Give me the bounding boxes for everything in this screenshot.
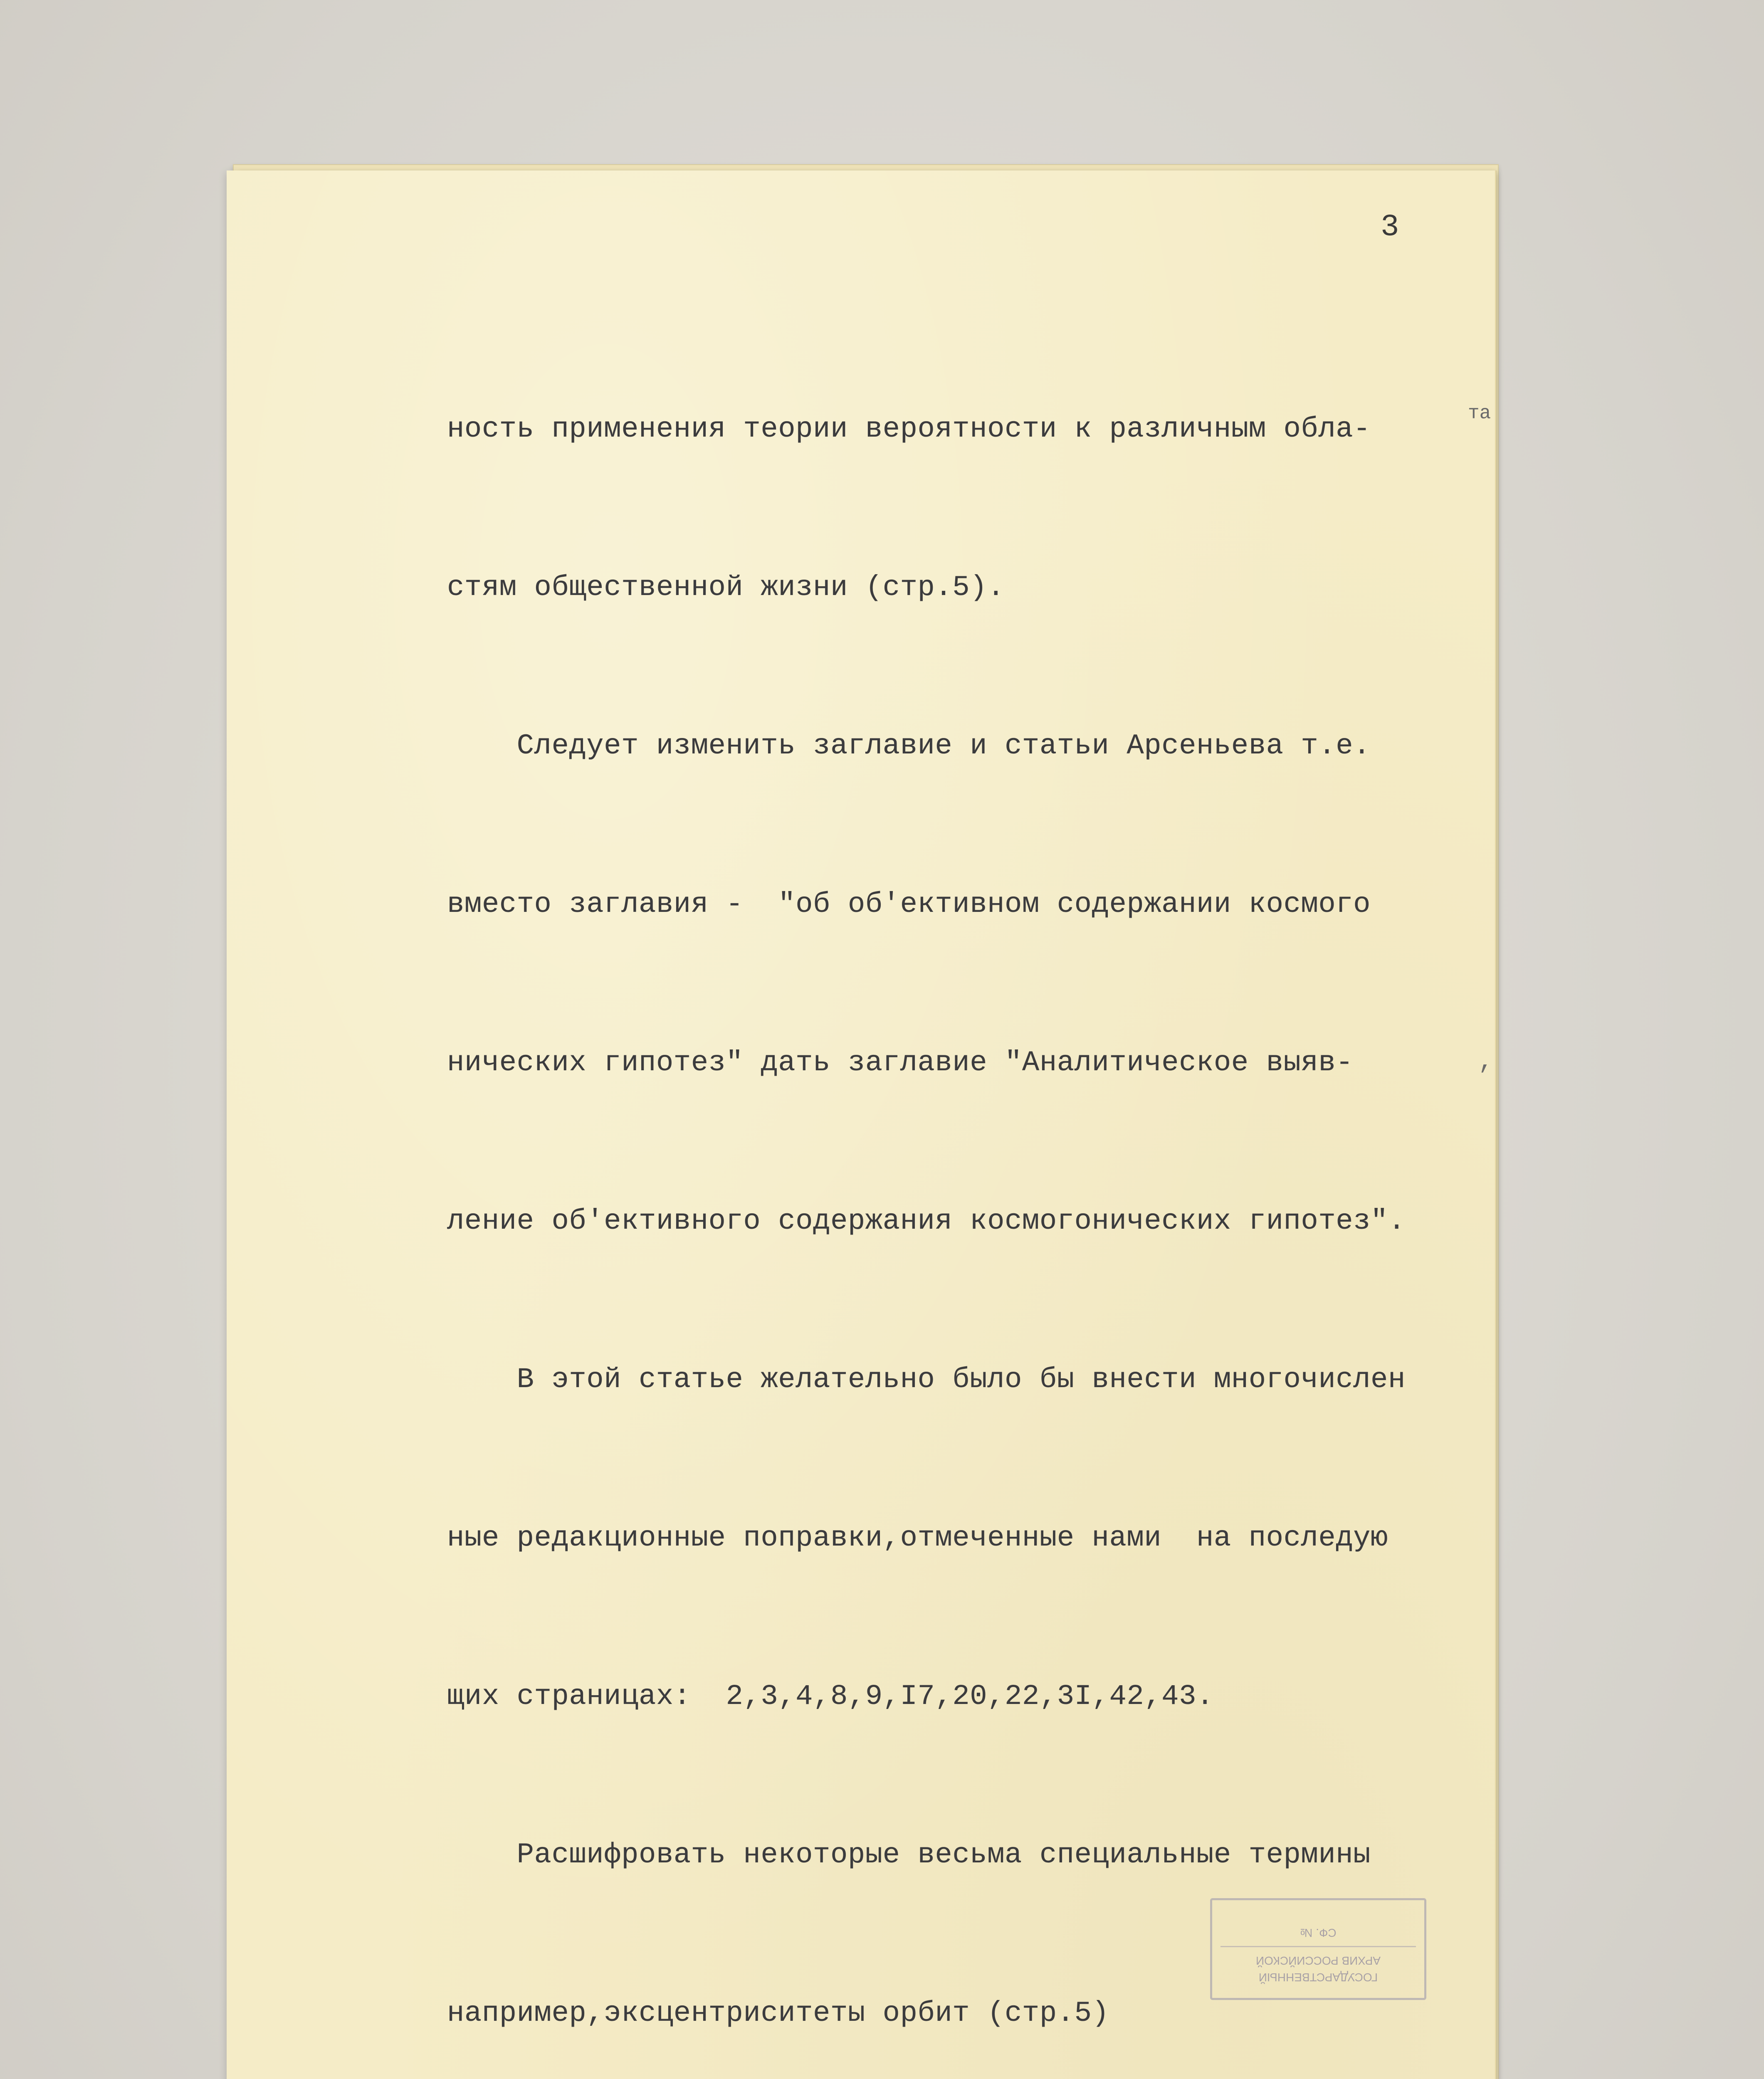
- text-line: нических гипотез" дать заглавие "Аналитическое выяв-: [447, 1047, 1354, 1079]
- text-line: Следует изменить заглавие и статьи Арсеньева т.е.: [447, 730, 1371, 762]
- stamp-divider: [1220, 1946, 1416, 1947]
- text-line: ность применения теории вероятности к различным обла-: [447, 413, 1371, 445]
- stamp-line: АРХИВ РОССИЙСКОЙ: [1256, 1954, 1381, 1967]
- text-line: ные редакционные поправки,отмеченные нами на последую: [447, 1522, 1388, 1554]
- text-line: стям общественной жизни (стр.5).: [447, 571, 1005, 604]
- text-line: вместо заглавия - "об об'ективном содержании космого: [447, 888, 1371, 921]
- text-line: щих страницах: 2,3,4,8,9,I7,20,22,3I,42,43.: [447, 1680, 1214, 1713]
- page-number: 3: [1381, 210, 1399, 245]
- archive-stamp: [1210, 1898, 1426, 2000]
- text-line: ление об'ективного содержания космогонических гипотез".: [447, 1205, 1406, 1237]
- typed-text-body: [447, 297, 1503, 2079]
- margin-mark: ,: [1478, 1048, 1494, 1076]
- text-line: В этой статье желательно было бы внести многочислен: [447, 1363, 1406, 1396]
- text-line: например,эксцентриситеты орбит (стр.5): [447, 1997, 1109, 2030]
- stamp-line: ГОСУДАРСТВЕННЫЙ: [1258, 1971, 1378, 1984]
- text-line: Расшифровать некоторые весьма специальные термины: [447, 1839, 1371, 1871]
- stamp-line: СФ. №: [1300, 1926, 1337, 1939]
- margin-mark: та: [1468, 402, 1491, 424]
